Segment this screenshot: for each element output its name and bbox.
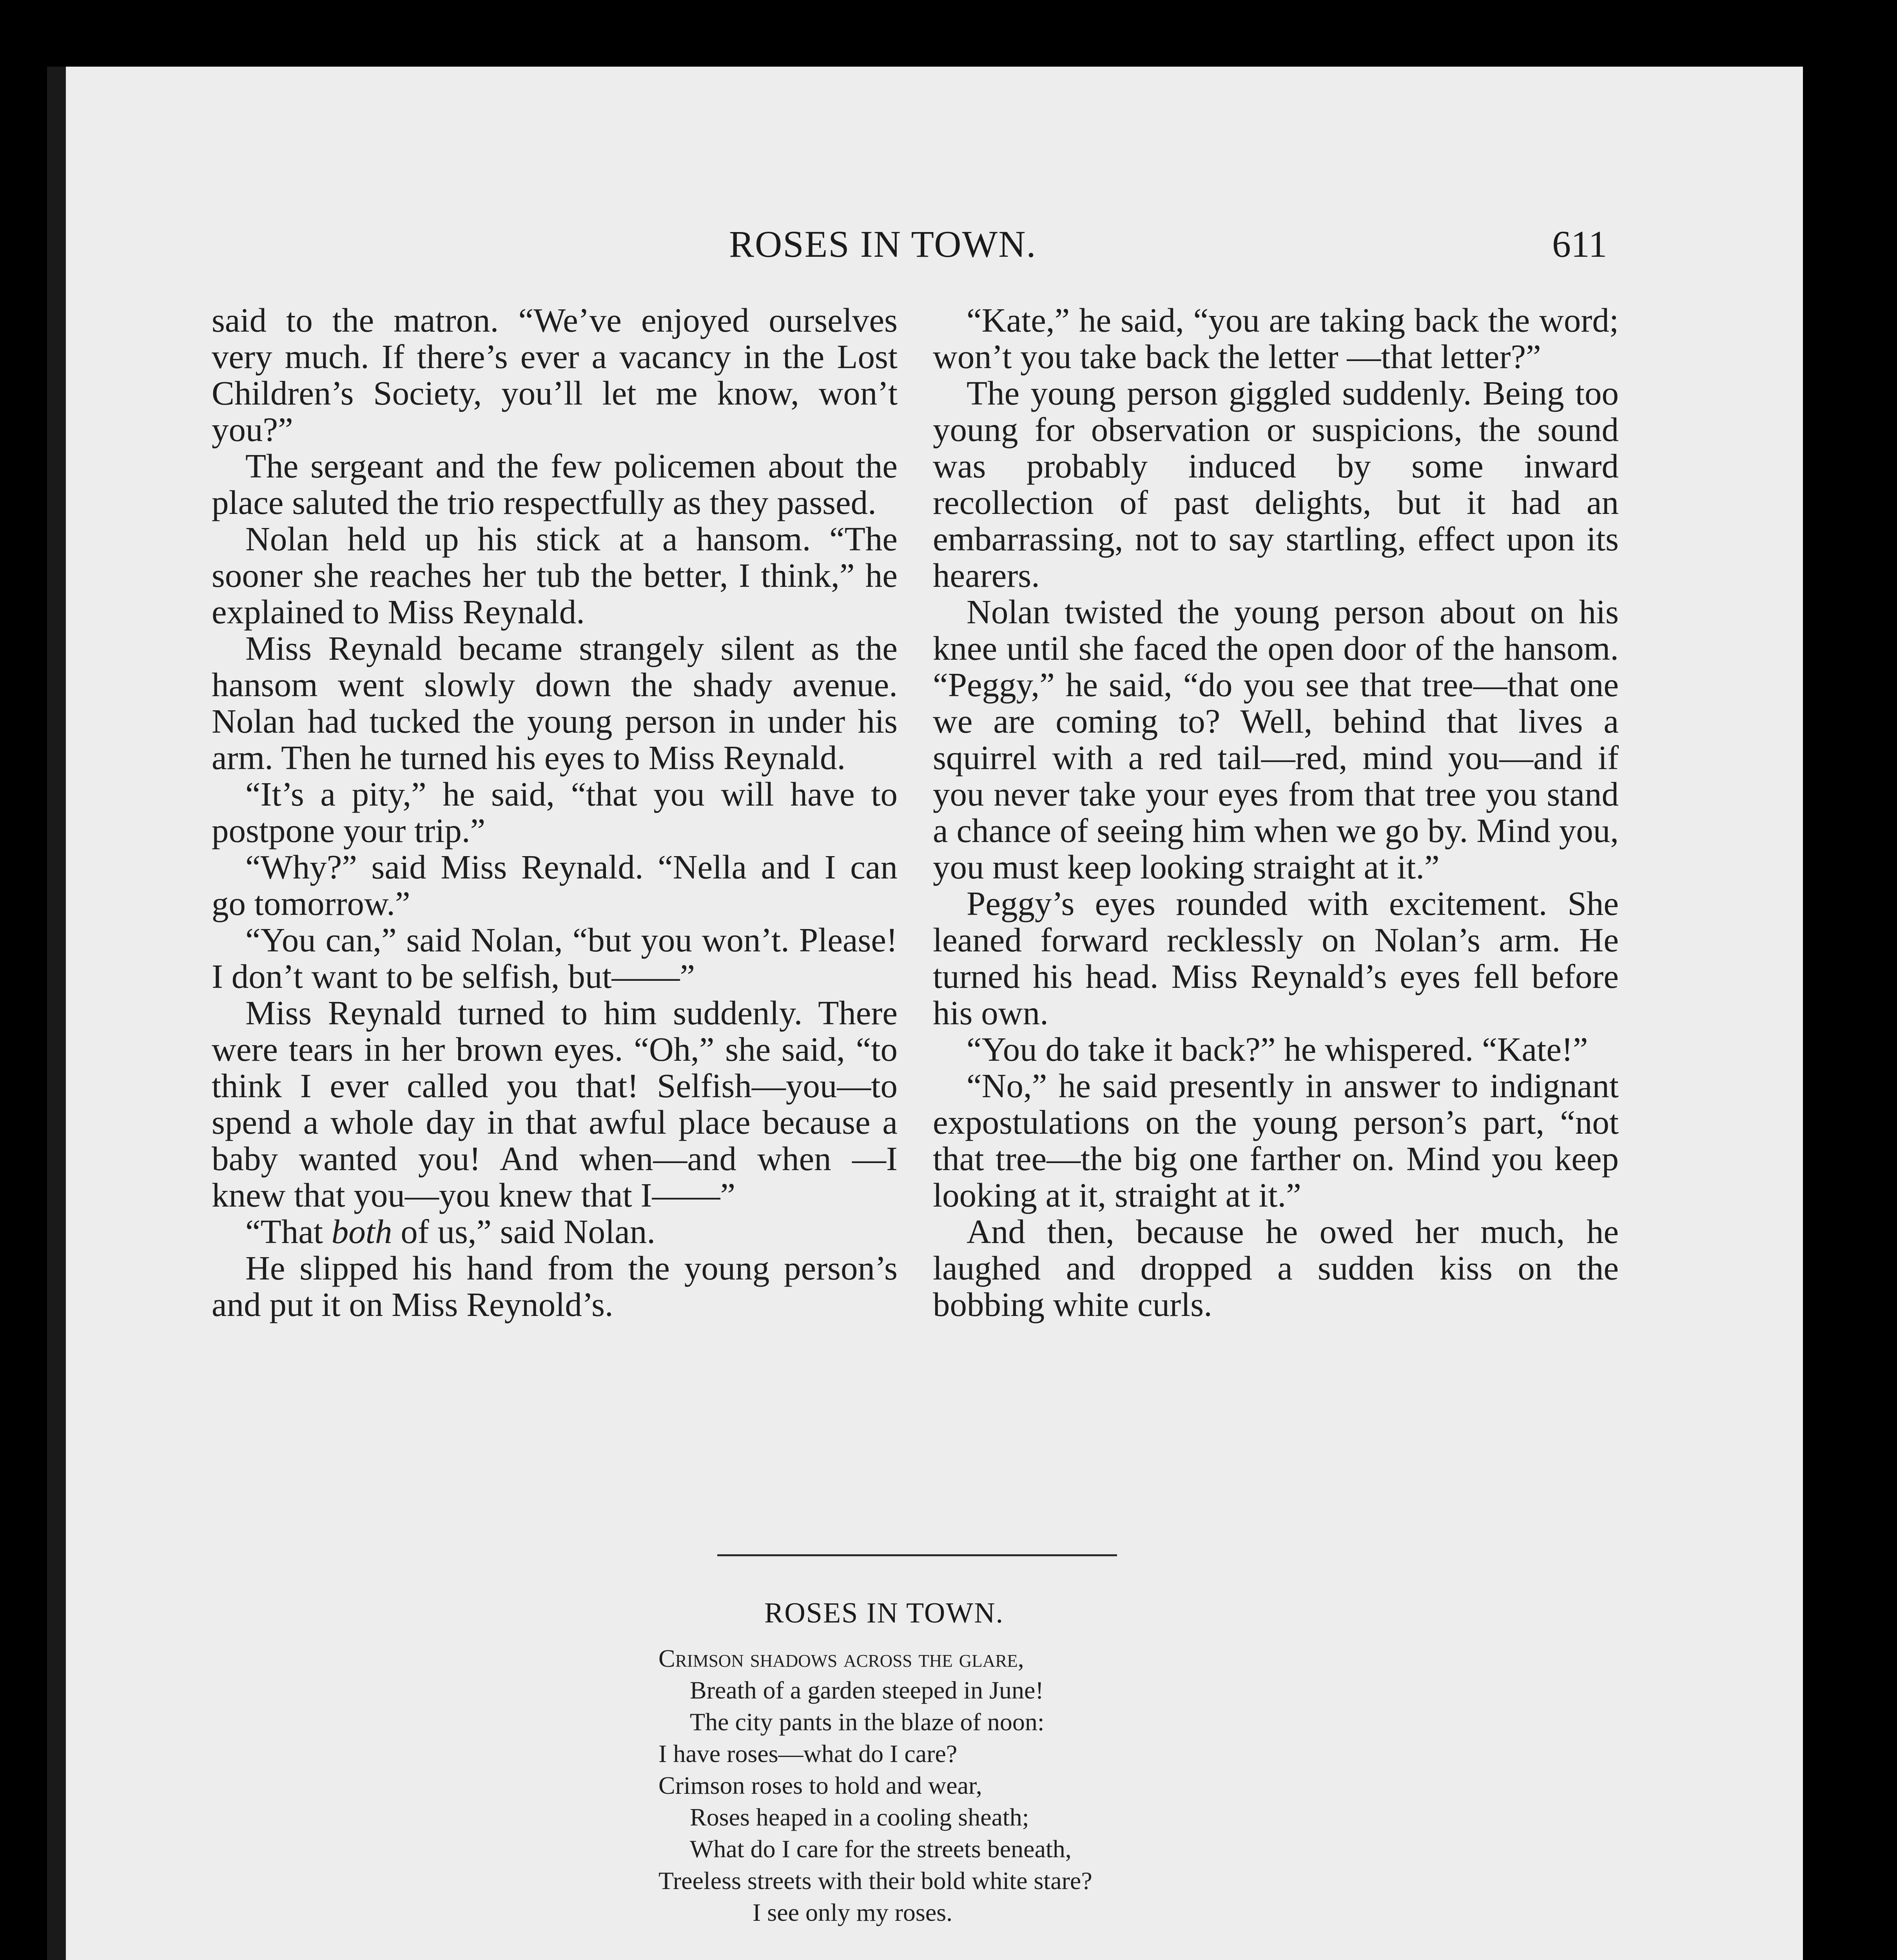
paragraph-text: “That	[245, 1212, 332, 1250]
right-column	[933, 302, 1619, 1323]
paragraph: “Why?” said Miss Reynald. “Nella and I can go tomorrow.”	[212, 848, 898, 922]
poem-line: I see only my roses.	[753, 1898, 953, 1926]
paragraph-text: of us,” said Nolan.	[392, 1212, 656, 1250]
poem-line: I have roses—what do I care?	[658, 1740, 958, 1768]
poem-line: Breath of a garden steeped in June!	[690, 1676, 1044, 1704]
emphasis-text: both	[331, 1212, 392, 1250]
paragraph	[212, 1213, 898, 1250]
paragraph: Peggy’s eyes rounded with excitement. She leaned forward recklessly on Nolan’s arm. He turned his head. Miss Reynald’s eyes fell before his own.	[933, 884, 1619, 1032]
paragraph: And then, because he owed her much, he laughed and dropped a sudden kiss on the bobbing white curls.	[933, 1212, 1619, 1323]
running-header-title: ROSES IN TOWN.	[729, 223, 1037, 265]
paragraph: “Kate,” he said, “you are taking back the word; won’t you take back the letter —that letter?”	[933, 301, 1619, 376]
poem-line: Roses heaped in a cooling sheath;	[690, 1803, 1029, 1831]
paragraph: The sergeant and the few policemen about the place saluted the trio respectfully as they passed.	[212, 447, 898, 521]
paragraph: “You can,” said Nolan, “but you won’t. Please! I don’t want to be selfish, but——”	[212, 921, 898, 995]
poem-line: Treeless streets with their bold white stare?	[658, 1867, 1092, 1895]
left-column	[212, 302, 898, 1323]
paragraph: Nolan twisted the young person about on his knee until she faced the open door of the hansom. “Peggy,” he said, “do you see that tree—that one we are coming to? Well, behind that lives a squirrel with a red tail—red, mind you—and if you never take your eyes from that tree you stand a chance of seeing him when we go by. Mind you, you must keep looking straight at it.”	[933, 593, 1619, 886]
magazine-page	[47, 67, 1803, 1960]
paragraph: Nolan held up his stick at a hansom. “The sooner she reaches her tub the better, I think,” he explained to Miss Reynald.	[212, 520, 898, 631]
poem-line: The city pants in the blaze of noon:	[690, 1708, 1045, 1736]
poem-line: Crimson roses to hold and wear,	[658, 1771, 982, 1799]
paragraph: “You do take it back?” he whispered. “Kate!”	[967, 1030, 1588, 1068]
paragraph: Miss Reynald became strangely silent as the hansom went slowly down the shady avenue. Nolan had tucked the young person in under his arm. Then he turned his eyes to Miss Reynald.	[212, 629, 898, 777]
poem-title: ROSES IN TOWN.	[764, 1597, 1004, 1629]
poem-line: Crimson shadows across the glare,	[658, 1644, 1024, 1672]
paragraph: The young person giggled suddenly. Being too young for observation or suspicions, the sound was probably induced by some inward recollection of past delights, but it had an embarrassing, not to say startling, effect upon its hearers.	[933, 374, 1619, 594]
paragraph: “It’s a pity,” he said, “that you will have to postpone your trip.”	[212, 775, 898, 849]
section-divider	[717, 1554, 1117, 1556]
paragraph: Miss Reynald turned to him suddenly. There were tears in her brown eyes. “Oh,” she said, “to think I ever called you that! Selfish—you—to spend a whole day in that awful place because a baby wanted you! And when—and when —I knew that you—you knew that I——”	[212, 994, 898, 1214]
paragraph: He slipped his hand from the young person’s and put it on Miss Reynold’s.	[212, 1249, 898, 1323]
paragraph: said to the matron. “We’ve enjoyed ourselves very much. If there’s ever a vacancy in the Lost Children’s Society, you’ll let me know, won’t you?”	[212, 301, 898, 448]
page-number: 611	[1552, 223, 1607, 265]
poem	[658, 1642, 1599, 1960]
poem-stanza	[658, 1642, 1599, 1928]
page-binding-edge	[47, 67, 66, 1960]
paragraph: “No,” he said presently in answer to indignant expostulations on the young person’s part, “not that tree—the big one farther on. Mind you keep looking at it, straight at it.”	[933, 1067, 1619, 1214]
poem-line: What do I care for the streets beneath,	[690, 1835, 1072, 1863]
